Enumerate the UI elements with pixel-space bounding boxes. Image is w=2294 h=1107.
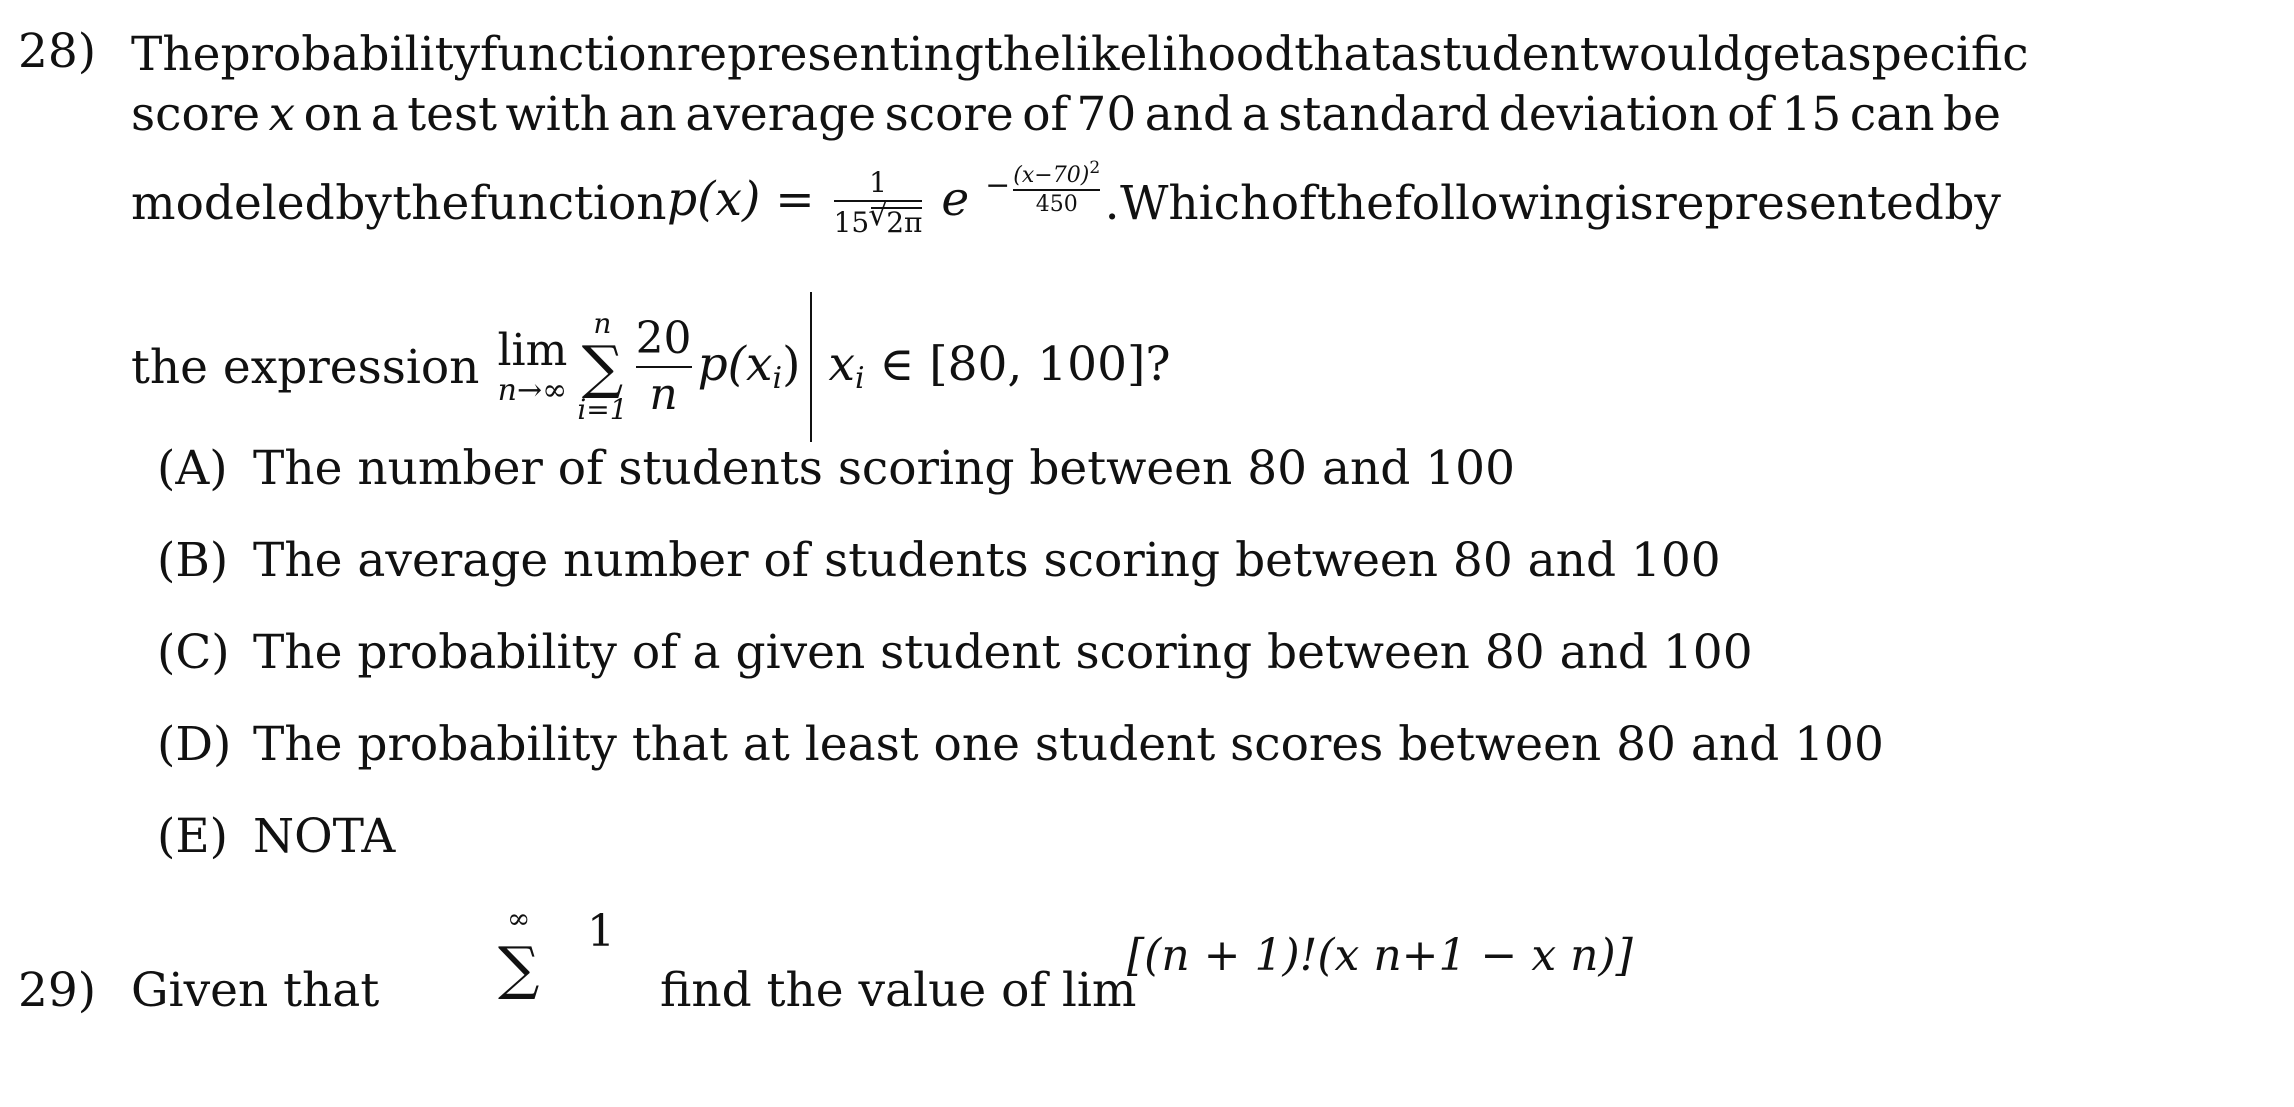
question-28-line-3 (131, 158, 2001, 239)
choice-text: The probability that at least one student scores between 80 and 100 (253, 717, 1884, 772)
line-2-word: of (1022, 87, 1068, 142)
answer-choice-a[interactable] (157, 441, 1957, 537)
choice-text: NOTA (253, 809, 396, 864)
square-root (871, 207, 922, 237)
standard-deviation-value: 15 (1781, 87, 1842, 142)
line-3-word: following (1394, 175, 1615, 231)
question-28-line-2 (131, 87, 2001, 142)
line-2-word: and (1144, 87, 1234, 142)
square-root-radicand: 2π (886, 206, 923, 239)
line-2-word: score (131, 87, 261, 142)
line-2-word: an (618, 87, 677, 142)
question-28-line-1 (131, 27, 2029, 82)
line-2-word: test (407, 87, 497, 142)
line-2-word: be (1943, 87, 2001, 142)
choice-text: The number of students scoring between 80 and 100 (253, 441, 1515, 496)
answer-choice-b[interactable] (157, 533, 1957, 629)
line-1-word: The (131, 27, 221, 82)
line-3-word: the (1316, 175, 1394, 231)
summation-operator (577, 306, 628, 427)
question-29-cut-line (0, 902, 1700, 1107)
limit-operator (497, 324, 568, 408)
line-2-word: average (685, 87, 877, 142)
summation-term (697, 336, 801, 396)
question-28-line-4 (131, 292, 1231, 442)
question-29-fraction-fragment: 1 (587, 906, 615, 957)
choice-letter: (B) (157, 533, 229, 588)
line-2-word: standard (1278, 87, 1491, 142)
line-2-word: deviation (1498, 87, 1719, 142)
question-29-summation-symbol: ∑ (498, 934, 540, 1002)
line-1-word: a (1819, 27, 1848, 82)
summation-lower-bound: i=1 (577, 393, 628, 427)
line-3-word: . (1104, 175, 1120, 231)
normal-coefficient-fraction (833, 166, 923, 239)
question-29-limit-fragment: [(n + 1)!(x n+1 − x n)] (1127, 930, 1633, 981)
question-29-number: 29) (18, 963, 97, 1018)
choice-text: The probability of a given student scoring between 80 and 100 (253, 625, 1753, 680)
answer-choice-c[interactable] (157, 625, 1957, 721)
exponent-numerator-base: (x−70) (1013, 163, 1090, 188)
riemann-width-fraction (635, 313, 692, 420)
line-1-word: function (480, 27, 677, 82)
line-2-word: a (1241, 87, 1270, 142)
summation-term-subscript: i (772, 360, 783, 396)
question-29-given-text: Given that (131, 963, 380, 1018)
condition-subscript: i (854, 360, 865, 396)
question-29-summation (498, 902, 540, 1002)
line-2-word: on (303, 87, 363, 142)
line-1-word: get (1742, 27, 1820, 82)
limit-word: lim (497, 324, 568, 376)
evaluation-bar (810, 292, 812, 442)
question-29-find-text: find the value of lim (660, 963, 1137, 1018)
summation-term-main: p(x (697, 336, 773, 392)
line-3-word: modeled (131, 175, 335, 231)
exponential-base: e (941, 172, 970, 227)
function-lhs: p(x) = (667, 172, 815, 227)
line-1-word: the (983, 27, 1061, 82)
choice-letter: (D) (157, 717, 232, 772)
line-2-word: score (884, 87, 1014, 142)
summation-term-close: ) (782, 336, 801, 392)
average-score-value: 70 (1076, 87, 1137, 142)
line-2-word: of (1727, 87, 1773, 142)
line-1-word: student (1418, 27, 1599, 82)
line-1-word: specific (1847, 27, 2029, 82)
line-2-word: can (1849, 87, 1935, 142)
line-3-word: is (1614, 175, 1654, 231)
coefficient-numerator: 1 (869, 166, 887, 199)
riemann-width-denominator: n (649, 369, 678, 420)
choice-letter: (E) (157, 809, 228, 864)
coefficient-denominator (834, 202, 923, 237)
line-1-word: probability (220, 27, 481, 82)
line-1-word: representing (676, 27, 984, 82)
line-3-word: by (335, 175, 392, 231)
exponent-fraction (1013, 160, 1100, 216)
line-3-word: Which (1120, 175, 1271, 231)
line-3-word: represented (1654, 175, 1944, 231)
limit-subscript: n→∞ (497, 372, 568, 408)
line-3-word: the (392, 175, 470, 231)
choice-letter: (A) (157, 441, 228, 496)
line-3-word: function (469, 175, 667, 231)
line-3-word: of (1270, 175, 1317, 231)
exponent (985, 160, 1100, 216)
line-1-word: that (1294, 27, 1391, 82)
answer-choice-e[interactable] (157, 809, 1957, 905)
answer-choice-d[interactable] (157, 717, 1957, 813)
question-29-partial (0, 902, 2294, 1018)
choice-letter: (C) (157, 625, 230, 680)
probability-function-formula (667, 158, 1104, 239)
line-2-word: with (505, 87, 610, 142)
line-1-word: would (1598, 27, 1743, 82)
exponent-numerator (1013, 160, 1100, 189)
summation-symbol: ∑ (581, 332, 624, 401)
riemann-width-numerator: 20 (635, 313, 692, 364)
expression-prefix: the expression (131, 339, 480, 395)
line-1-word: a (1390, 27, 1419, 82)
exponent-power: 2 (1089, 158, 1101, 178)
line-3-word: by (1944, 175, 2001, 231)
coefficient-denominator-prefix: 15 (833, 206, 870, 239)
question-28-number: 28) (18, 24, 97, 79)
limit-summation-expression (497, 292, 1170, 442)
line-1-word: likelihood (1060, 27, 1295, 82)
choice-text: The average number of students scoring between 80 and 100 (253, 533, 1721, 588)
line-2-word: a (370, 87, 399, 142)
answer-choices (157, 441, 1957, 905)
score-variable: x (268, 87, 296, 142)
condition-variable: x (828, 336, 855, 392)
exponent-denominator: 450 (1035, 192, 1078, 217)
condition-interval: ∈ [80, 100]? (864, 336, 1171, 392)
exponent-sign: − (985, 168, 1011, 203)
summation-upper-bound: n (593, 306, 612, 340)
question-29-summation-upper: ∞ (507, 902, 531, 935)
interval-condition (828, 336, 1171, 396)
